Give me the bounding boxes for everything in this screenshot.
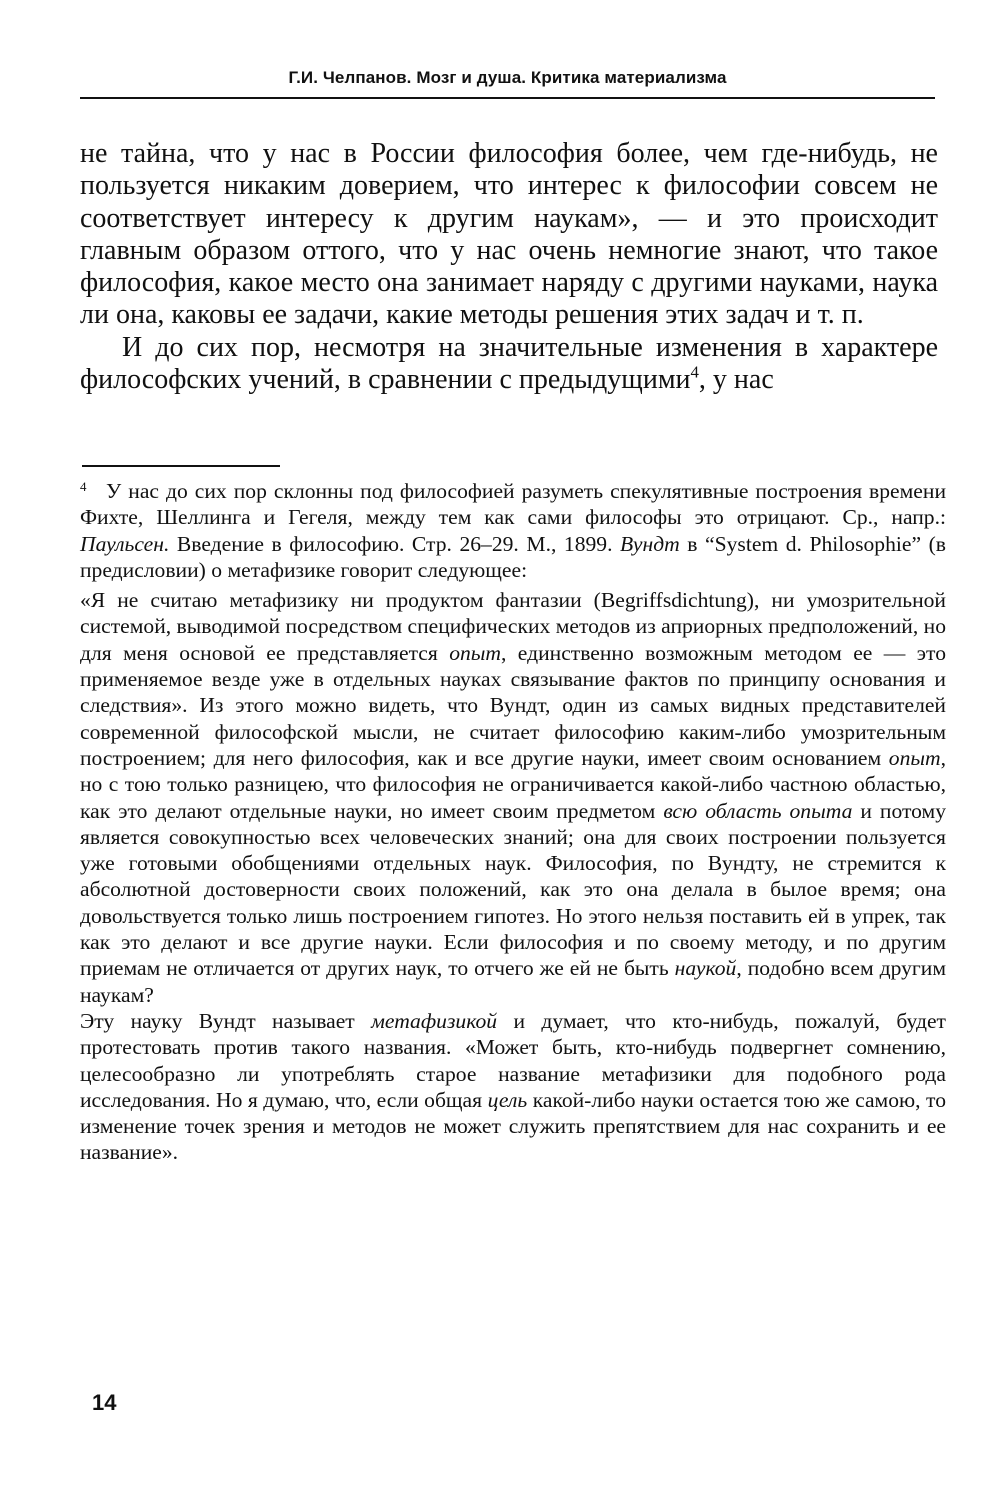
italic-cel: цель [487, 1087, 528, 1112]
author-wundt: Вундт [620, 531, 680, 556]
main-paragraph-2 [80, 332, 938, 397]
footnote-paragraph-2 [80, 587, 946, 1008]
footnote-text: какой-либо науки остается тою же самою, то изменение точек зрения и методов не может служить препятствием для нас сохранить и ее название». [80, 1087, 946, 1165]
main-paragraph-2-end: , у нас [698, 364, 774, 396]
italic-vsyu-oblast: всю область опыта [663, 798, 853, 823]
italic-metafizikoi: метафизикой [371, 1008, 498, 1033]
footnote-reference: 4 [690, 362, 699, 382]
footnote-paragraph-1: 4 У нас до сих пор склонны под философией разуметь спекулятивные построения времени Фихте, Шеллинга и Гегеля, между тем как сами философы это отрицают. Ср., напр.: Паульсен. Введение в философию. Стр. 26–29. М., 1899. Вундт в “System d. Philosophie” (в предисловии) о метафизике говорит следующее: [80, 478, 946, 582]
footnote-block [80, 478, 946, 1166]
italic-naukoi: наукой [674, 956, 737, 981]
footnote-text: У нас до сих пор склонны под философией разуметь спекулятивные построения времени Фихте, Шеллинга и Гегеля, между тем как сами философы это отрицают. Ср., напр.: [80, 479, 946, 530]
footnote-text: и думает, что кто-нибудь, пожалуй, будет протестовать против такого названия. «Может быть, кто-нибудь подвергнет сомнению, целесообразно ли употреблять старое название метафизики для подобного рода исследования. Но я думаю, что, если общая [80, 1008, 946, 1112]
italic-opyt: опыт [888, 745, 941, 770]
main-paragraph-1: не тайна, что у нас в России философия более, чем где-нибудь, не пользуется никаким доверием, что интерес к философии совсем не соответствует интересу к другим наукам», — и это происходит главным образом оттого, что у нас очень немногие знают, что такое философия, какое место она занимает наряду с другими науками, наука ли она, каковы ее задачи, какие методы решения этих задач и т. п. [80, 138, 938, 331]
footnote-rule [82, 465, 280, 467]
footnote-text: Эту науку Вундт называет [80, 1008, 372, 1033]
page-number: 14 [92, 1390, 117, 1415]
main-text [80, 138, 938, 396]
footnote-text: Введение в философию. Стр. 26–29. М., 1899. [169, 531, 621, 556]
running-header: Г.И. Челпанов. Мозг и душа. Критика материализма [288, 68, 727, 87]
footnote-text: , единственно возможным методом ее — это применяемое везде уже в отдельных науках связывание фактов по принципу основания и следствия». Из этого можно видеть, что Вундт, один из самых видных представителей современной философской мысли, не считает философию каким-либо умозрительным построением; для него философия, как и все другие науки, имеет своим основанием [80, 640, 946, 770]
footnote-paragraph-3 [80, 1008, 946, 1166]
italic-opyt: опыт [449, 640, 501, 665]
footnote-text: , но с тою только разницею, что философия не ограничивается какой-либо частною областью, как это делают отдельные науки, но имеет своим предметом [80, 745, 946, 823]
header-rule [80, 97, 935, 99]
footnote-text: в “System d. Philosophie” (в предисловии) о метафизике говорит следующее: [80, 531, 946, 582]
footnote-text: , подобно всем другим наукам? [80, 956, 946, 1007]
footnote-text: «Я не считаю метафизику ни продуктом фантазии (Begriffsdichtung), ни умозрительной системой, выводимой посредством специфических методов из априорных предположений, но для меня основой ее представляется [80, 588, 946, 665]
footnote-text: и потому является совокупностью всех человеческих знаний; она для своих построении пользуется уже готовыми обобщениями отдельных наук. Философия, по Вундту, не стремится к абсолютной достоверности своих положений, как это она делала в былое время; она довольствуется только лишь построением гипотез. Но этого нельзя поставить ей в упрек, так как это делают и все другие науки. Если философия и по своему методу, и по другим приемам не отличается от других наук, то отчего же ей не быть [80, 798, 946, 981]
author-paulsen: Паульсен. [80, 531, 170, 556]
main-paragraph-2-text: И до сих пор, несмотря на значительные изменения в характере философских учений, в сравнении с предыдущими [80, 331, 938, 396]
